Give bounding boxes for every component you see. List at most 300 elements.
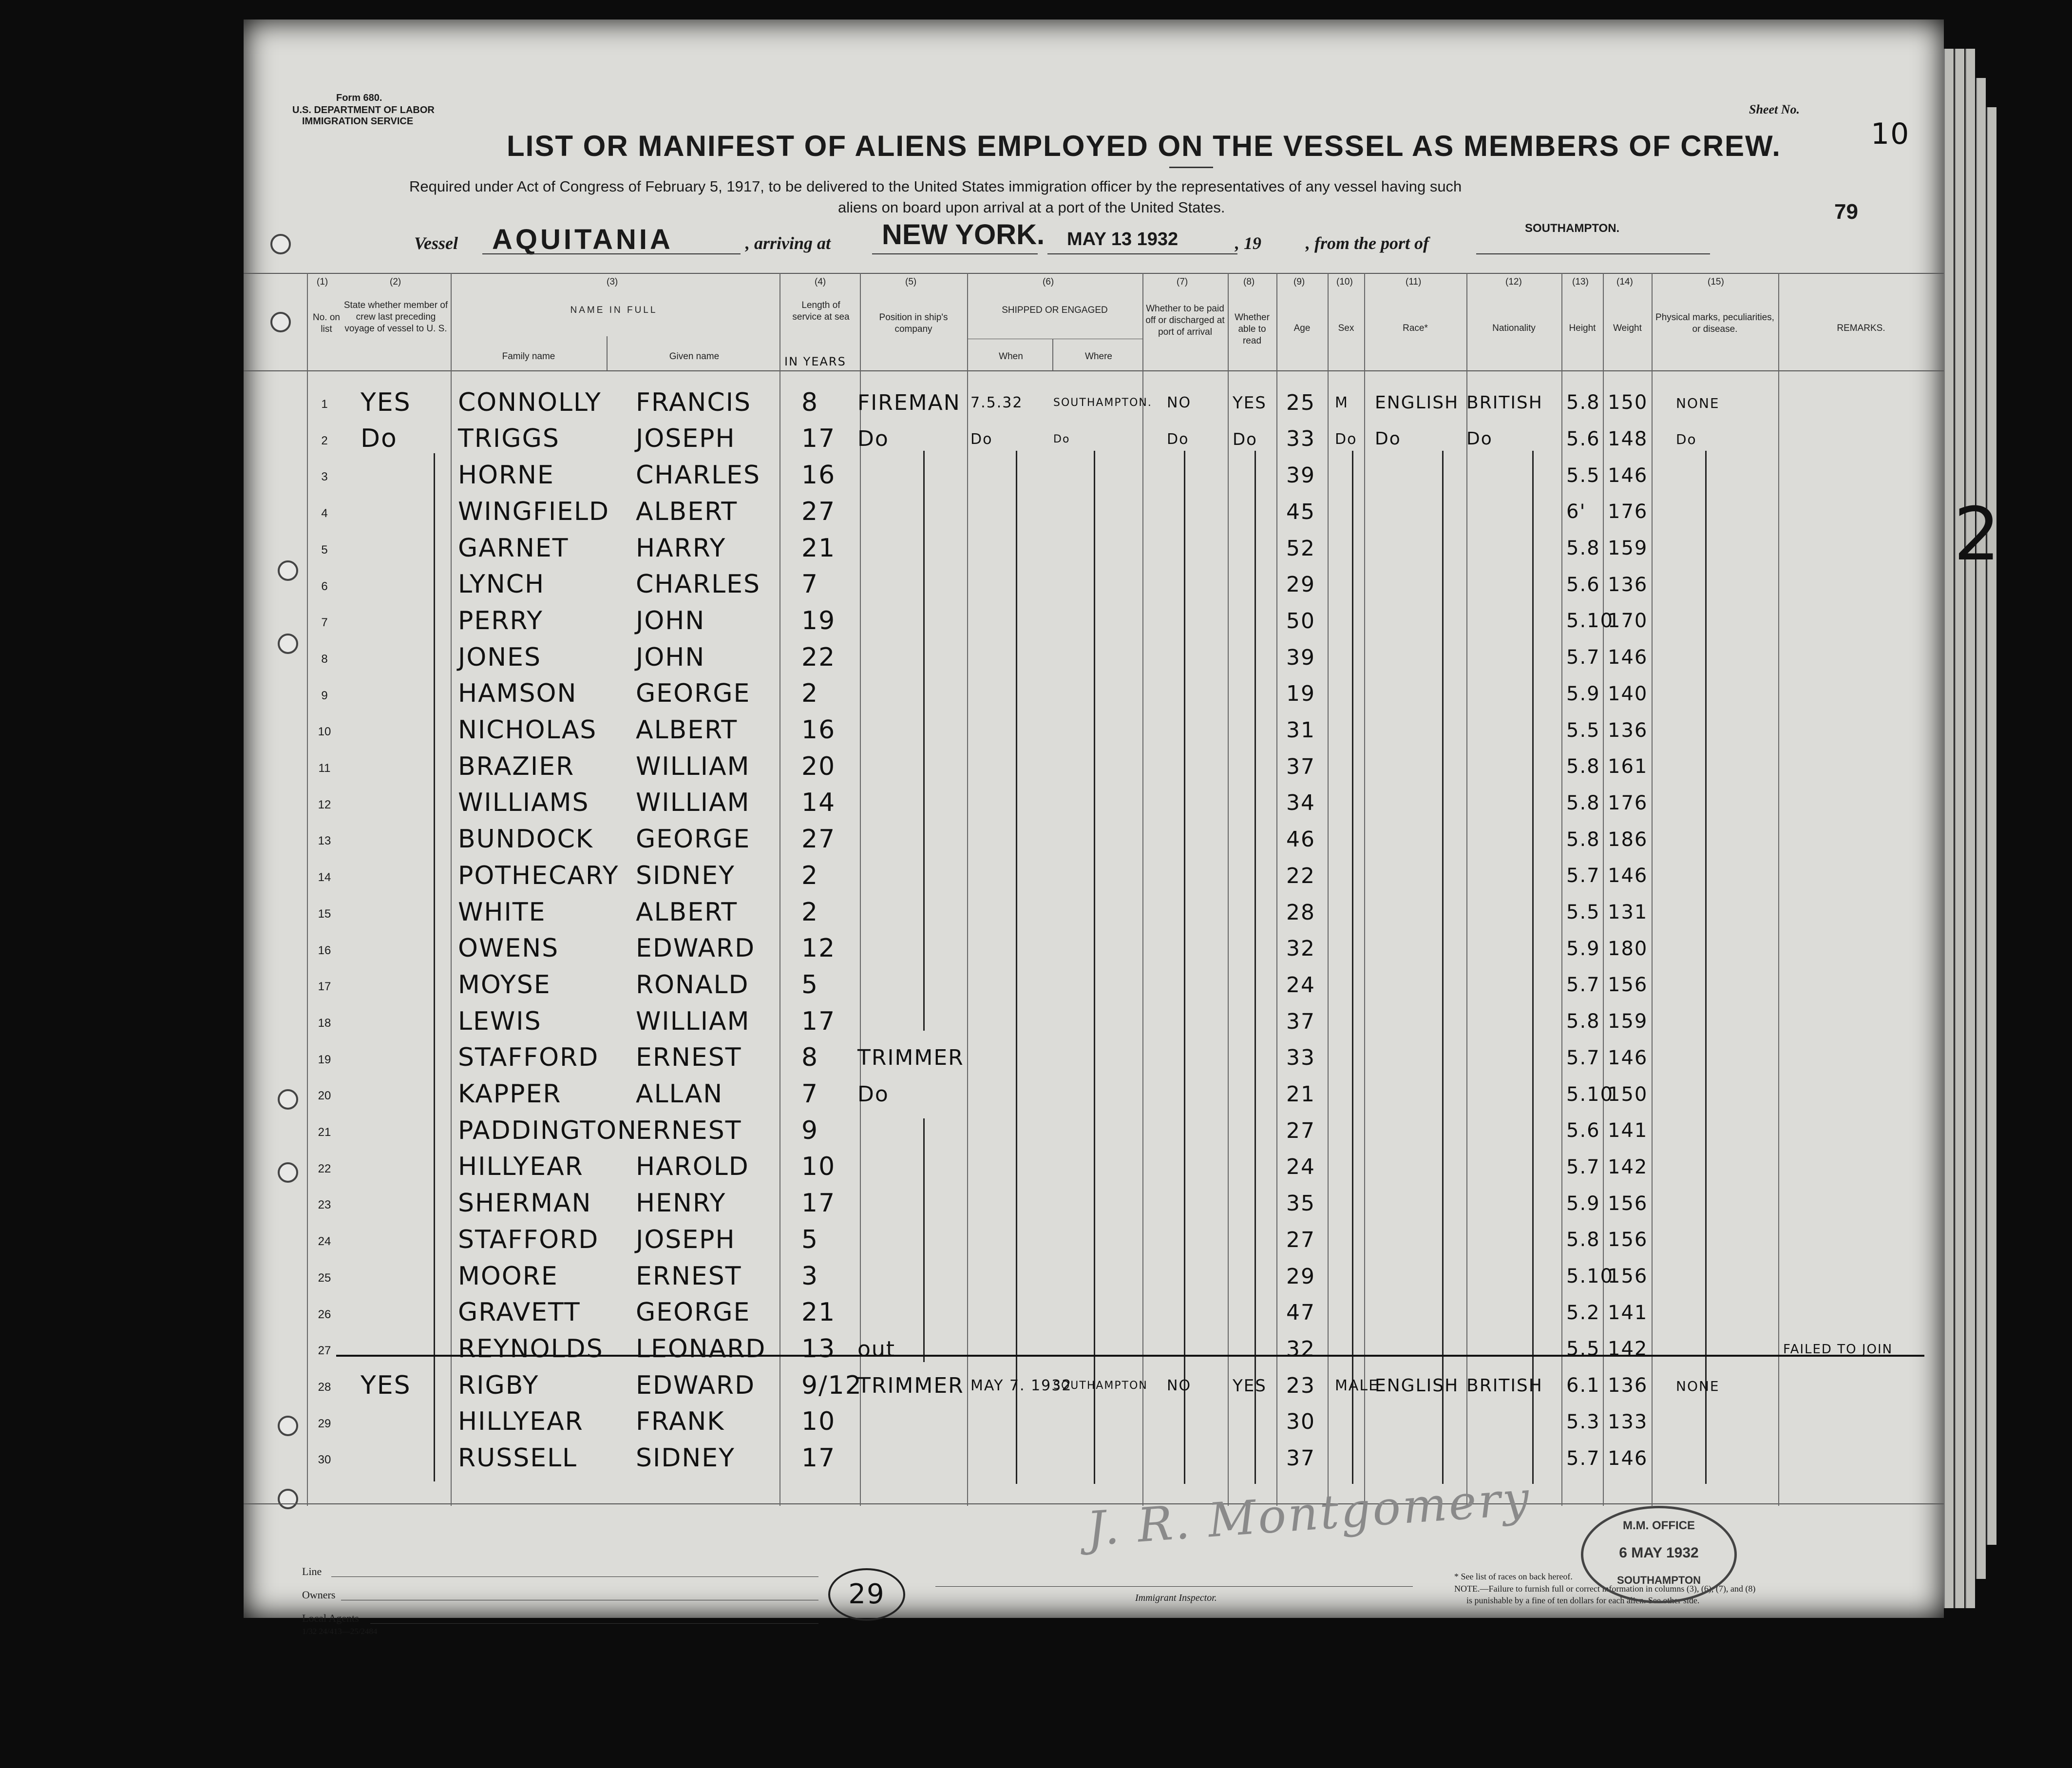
cell-paid-off: NO — [1167, 394, 1192, 412]
cell-height: 5.7 — [1566, 646, 1600, 669]
cell-sex: Do — [1335, 431, 1357, 448]
row-number: 23 — [318, 1198, 331, 1212]
cell-age: 37 — [1286, 1009, 1315, 1034]
note-penalty-1: NOTE.—Failure to furnish full or correct information in columns (3), (6), (7), and (8) — [1454, 1584, 1756, 1594]
cell-prev-voyage: YES — [361, 387, 411, 417]
cell-years-of-service: 5 — [801, 1225, 819, 1254]
office-stamp — [1581, 1506, 1737, 1603]
cell-given-name: ERNEST — [636, 1043, 742, 1073]
cell-height: 5.8 — [1566, 1229, 1600, 1251]
col-divider — [1652, 273, 1653, 1506]
header-physical-marks: Physical marks, peculiarities, or disease. — [1655, 312, 1774, 334]
cell-family-name: HORNE — [458, 461, 554, 490]
row-number: 21 — [318, 1126, 331, 1139]
department: U.S. DEPARTMENT OF LABOR — [292, 105, 435, 115]
cell-years-of-service: 5 — [801, 970, 819, 999]
cell-given-name: EDWARD — [636, 1370, 756, 1400]
col-divider — [779, 273, 780, 1506]
col-divider — [1228, 273, 1229, 1506]
col-number: (2) — [390, 277, 401, 287]
cell-height: 5.6 — [1566, 1119, 1600, 1142]
cell-height: 5.5 — [1566, 1338, 1600, 1361]
header-age: Age — [1293, 323, 1311, 333]
cell-family-name: WINGFIELD — [458, 497, 610, 526]
col-divider — [607, 336, 608, 370]
cell-height: 5.6 — [1566, 573, 1600, 596]
cell-family-name: SHERMAN — [458, 1189, 592, 1218]
cell-height: 5.7 — [1566, 1155, 1600, 1178]
cell-given-name: ALBERT — [636, 715, 738, 745]
col-number: (9) — [1293, 277, 1305, 287]
date-underline — [1047, 253, 1237, 254]
sheet-number: 10 — [1871, 117, 1910, 151]
cell-weight: 141 — [1608, 1301, 1648, 1324]
row-number: 29 — [318, 1417, 331, 1430]
col-divider — [1466, 273, 1467, 1506]
cell-given-name: ALLAN — [636, 1079, 723, 1109]
punch-hole — [270, 234, 291, 254]
cell-height: 5.8 — [1566, 755, 1600, 778]
cell-weight: 142 — [1608, 1338, 1648, 1361]
header-weight: Weight — [1613, 323, 1642, 333]
cell-age: 33 — [1286, 426, 1315, 452]
cell-age: 32 — [1286, 1336, 1315, 1362]
owners-label: Owners — [302, 1589, 336, 1601]
row-number: 19 — [318, 1053, 331, 1066]
cell-weight: 136 — [1608, 1374, 1648, 1397]
col-divider — [1142, 273, 1143, 1506]
cell-physical-marks: NONE — [1676, 1378, 1720, 1394]
cell-years-of-service: 17 — [801, 1443, 836, 1473]
row-number: 18 — [318, 1016, 331, 1030]
cell-age: 32 — [1286, 936, 1315, 961]
cell-position: Do — [857, 426, 889, 452]
cell-age: 30 — [1286, 1409, 1315, 1435]
cell-family-name: KAPPER — [458, 1079, 562, 1109]
cell-weight: 136 — [1608, 573, 1648, 596]
port-underline — [1476, 253, 1710, 254]
cell-given-name: JOHN — [636, 606, 705, 635]
cell-height: 5.8 — [1566, 1010, 1600, 1033]
cell-height: 5.9 — [1566, 1192, 1600, 1215]
cell-sex: MALE — [1335, 1377, 1379, 1395]
col-number: (6) — [1043, 277, 1054, 287]
ditto-line — [1184, 451, 1185, 1484]
cell-years-of-service: 7 — [801, 570, 819, 599]
row-number: 2 — [321, 434, 328, 447]
arrival-date: MAY 13 1932 — [1067, 229, 1179, 250]
cell-weight: 159 — [1608, 537, 1648, 559]
row-number: 22 — [318, 1162, 331, 1175]
cell-height: 6.1 — [1566, 1374, 1600, 1397]
cell-nationality: BRITISH — [1466, 1375, 1543, 1396]
cell-able-to-read: YES — [1233, 393, 1267, 413]
row-number: 30 — [318, 1453, 331, 1467]
col-number: (3) — [607, 277, 618, 287]
header-position: Position in ship's company — [879, 312, 948, 334]
cell-height: 5.5 — [1566, 719, 1600, 742]
cell-given-name: LEONARD — [636, 1334, 766, 1364]
cell-family-name: NICHOLAS — [458, 715, 597, 745]
punch-hole — [278, 1089, 298, 1110]
from-port-label: , from the port of — [1306, 233, 1429, 253]
cell-age: 25 — [1286, 390, 1315, 415]
cell-family-name: STAFFORD — [458, 1225, 599, 1254]
margin-mark: 2 — [1954, 492, 2001, 577]
subhead-family-name: Family name — [502, 351, 555, 362]
row-number: 14 — [318, 871, 331, 884]
cell-weight: 146 — [1608, 464, 1648, 487]
cell-race: ENGLISH — [1375, 392, 1459, 413]
cell-given-name: ALBERT — [636, 497, 738, 526]
cell-years-of-service: 2 — [801, 897, 819, 927]
row-number: 28 — [318, 1380, 331, 1394]
cell-years-of-service: 21 — [801, 533, 836, 563]
row-number: 27 — [318, 1344, 331, 1358]
ditto-line — [1352, 451, 1353, 1484]
cell-age: 27 — [1286, 1227, 1315, 1252]
cell-age: 23 — [1286, 1373, 1315, 1398]
cell-years-of-service: 20 — [801, 751, 836, 781]
cell-height: 5.9 — [1566, 682, 1600, 705]
ditto-line — [1442, 451, 1444, 1484]
cell-weight: 131 — [1608, 901, 1648, 923]
col-number: (11) — [1406, 277, 1422, 287]
cell-height: 5.3 — [1566, 1410, 1600, 1433]
subhead-in-years: IN YEARS — [784, 355, 846, 368]
cell-given-name: HARRY — [636, 533, 726, 563]
cell-position: Do — [857, 1082, 889, 1107]
agents-label: Local Agents — [302, 1612, 359, 1624]
cell-prev-voyage: Do — [361, 424, 398, 454]
cell-family-name: JONES — [458, 642, 542, 672]
page-edge — [1944, 49, 1954, 1608]
cell-years-of-service: 8 — [801, 1043, 819, 1073]
cell-age: 21 — [1286, 1082, 1315, 1107]
cell-nationality: Do — [1466, 429, 1493, 449]
cell-years-of-service: 17 — [801, 424, 836, 454]
cell-height: 5.10 — [1566, 1265, 1614, 1288]
subtitle-line-2: aliens on board upon arrival at a port of the United States. — [838, 199, 1225, 216]
cell-weight: 146 — [1608, 1447, 1648, 1470]
header-able-to-read: Whether able to read — [1235, 312, 1270, 346]
cell-remarks: FAILED TO JOIN — [1783, 1342, 1893, 1357]
vessel-underline — [482, 253, 741, 254]
cell-given-name: FRANK — [636, 1407, 725, 1437]
cell-years-of-service: 17 — [801, 1189, 836, 1218]
cell-weight: 141 — [1608, 1119, 1648, 1142]
cell-family-name: GARNET — [458, 533, 569, 563]
cell-given-name: ALBERT — [636, 897, 738, 927]
punch-hole — [278, 1416, 298, 1436]
cell-age: 47 — [1286, 1300, 1315, 1326]
cell-family-name: POTHECARY — [458, 861, 619, 890]
cell-age: 50 — [1286, 608, 1315, 634]
col-number: (13) — [1572, 277, 1589, 287]
subhead-where: Where — [1085, 351, 1112, 362]
header-name-in-full: NAME IN FULL — [570, 305, 658, 315]
col-divider — [1778, 273, 1779, 1506]
cell-family-name: REYNOLDS — [458, 1334, 604, 1364]
page-edge — [1987, 107, 1996, 1545]
punch-hole — [278, 560, 298, 581]
punch-hole — [270, 312, 291, 332]
cell-weight: 150 — [1608, 391, 1648, 414]
cell-height: 5.5 — [1566, 464, 1600, 487]
cell-height: 5.10 — [1566, 610, 1614, 633]
row-number: 9 — [321, 689, 328, 702]
subhead-when: When — [999, 351, 1023, 362]
cell-age: 37 — [1286, 1446, 1315, 1471]
col-number: (7) — [1177, 277, 1188, 287]
cell-paid-off: NO — [1167, 1377, 1192, 1395]
ditto-line — [1532, 451, 1534, 1484]
row-number: 1 — [321, 398, 328, 411]
header-no-on-list: No. on list — [313, 312, 340, 334]
cell-family-name: HILLYEAR — [458, 1152, 584, 1182]
cell-years-of-service: 13 — [801, 1334, 836, 1364]
vessel-label: Vessel — [414, 233, 458, 253]
col-divider — [967, 273, 968, 1506]
strike-through-line — [336, 1355, 1924, 1357]
cell-family-name: PERRY — [458, 606, 543, 635]
ditto-line — [1094, 451, 1095, 1484]
col-number: (5) — [905, 277, 917, 287]
cell-family-name: WILLIAMS — [458, 788, 589, 818]
cell-family-name: OWENS — [458, 934, 559, 963]
cell-given-name: JOHN — [636, 642, 705, 672]
cell-years-of-service: 8 — [801, 387, 819, 417]
cell-age: 27 — [1286, 1118, 1315, 1143]
cell-years-of-service: 2 — [801, 679, 819, 709]
cell-years-of-service: 21 — [801, 1298, 836, 1327]
cell-family-name: BUNDOCK — [458, 825, 594, 854]
cell-given-name: CHARLES — [636, 461, 760, 490]
cell-family-name: STAFFORD — [458, 1043, 599, 1073]
cell-age: 28 — [1286, 900, 1315, 925]
title-rule — [1169, 167, 1213, 168]
row-number: 25 — [318, 1271, 331, 1285]
cell-years-of-service: 27 — [801, 825, 836, 854]
cell-age: 46 — [1286, 827, 1315, 852]
cell-family-name: LEWIS — [458, 1006, 542, 1036]
col-number: (1) — [317, 277, 328, 287]
col-divider — [1561, 273, 1562, 1506]
row-number: 26 — [318, 1307, 331, 1321]
cell-age: 39 — [1286, 645, 1315, 670]
header-previous-voyage: State whether member of crew last preceding voyage of vessel to U. S. — [343, 300, 448, 334]
cell-race: Do — [1375, 429, 1401, 449]
header-length-of-service: Length of service at sea — [792, 300, 850, 322]
cell-shipped-where: SOUTHAMPTON — [1053, 1380, 1148, 1392]
cell-given-name: WILLIAM — [636, 1006, 750, 1036]
cell-family-name: MOORE — [458, 1261, 558, 1291]
punch-hole — [278, 634, 298, 654]
sheet-label: Sheet No. — [1749, 102, 1800, 116]
cell-family-name: TRIGGS — [458, 424, 560, 454]
header-paid-off: Whether to be paid off or discharged at port of arrival — [1145, 304, 1225, 337]
cell-years-of-service: 16 — [801, 461, 836, 490]
cell-height: 6' — [1566, 500, 1586, 523]
row-number: 10 — [318, 725, 331, 739]
arrival-port: NEW YORK. — [882, 219, 1045, 250]
cell-weight: 140 — [1608, 682, 1648, 705]
cell-age: 33 — [1286, 1045, 1315, 1071]
table-top-rule — [244, 273, 1944, 274]
col-divider — [1603, 273, 1604, 1506]
header-race: Race* — [1403, 323, 1428, 333]
col-divider — [1364, 273, 1365, 1506]
cell-years-of-service: 9 — [801, 1115, 819, 1145]
header-shipped-or-engaged: SHIPPED OR ENGAGED — [1002, 305, 1108, 315]
cell-family-name: BRAZIER — [458, 751, 575, 781]
cell-given-name: EDWARD — [636, 934, 756, 963]
cell-height: 5.7 — [1566, 1447, 1600, 1470]
cell-paid-off: Do — [1167, 431, 1189, 448]
page-mark: 79 — [1834, 200, 1858, 224]
subhead-given-name: Given name — [669, 351, 720, 362]
line-underline — [331, 1576, 818, 1577]
cell-weight: 159 — [1608, 1010, 1648, 1033]
cell-age: 24 — [1286, 972, 1315, 998]
cell-weight: 146 — [1608, 646, 1648, 669]
ditto-line — [1016, 451, 1017, 1484]
row-number: 16 — [318, 943, 331, 957]
cell-years-of-service: 16 — [801, 715, 836, 745]
row-number: 4 — [321, 507, 328, 520]
cell-race: ENGLISH — [1375, 1375, 1459, 1396]
cell-years-of-service: 12 — [801, 934, 836, 963]
arriving-label: , arriving at — [745, 233, 831, 253]
cell-shipped-where: SOUTHAMPTON. — [1053, 397, 1152, 409]
cell-weight: 133 — [1608, 1410, 1648, 1433]
print-code: 1/32 24/413—25/2484 — [302, 1627, 378, 1636]
cell-shipped-when: Do — [970, 431, 993, 448]
col-divider — [860, 273, 861, 1506]
cell-height: 5.7 — [1566, 865, 1600, 887]
cell-weight: 150 — [1608, 1083, 1648, 1106]
line-label: Line — [302, 1565, 322, 1577]
cell-weight: 148 — [1608, 427, 1648, 450]
cell-given-name: SIDNEY — [636, 1443, 735, 1473]
cell-given-name: GEORGE — [636, 1298, 751, 1327]
cell-able-to-read: YES — [1233, 1376, 1267, 1396]
row-number: 7 — [321, 616, 328, 630]
cell-position: TRIMMER — [857, 1045, 964, 1071]
cell-position: FIREMAN — [857, 390, 961, 415]
header-remarks: REMARKS. — [1837, 323, 1885, 333]
stamp-office: M.M. OFFICE — [1623, 1519, 1695, 1532]
cell-position: TRIMMER — [857, 1373, 964, 1398]
cell-given-name: WILLIAM — [636, 751, 750, 781]
cell-weight: 136 — [1608, 719, 1648, 742]
cell-age: 19 — [1286, 681, 1315, 707]
cell-height: 5.8 — [1566, 791, 1600, 814]
col-number: (10) — [1336, 277, 1353, 287]
cell-shipped-where: Do — [1053, 433, 1070, 446]
year-label: , 19 — [1235, 233, 1261, 253]
cell-weight: 156 — [1608, 1265, 1648, 1288]
cell-shipped-when: MAY 7. 1932 — [970, 1377, 1072, 1395]
cell-years-of-service: 10 — [801, 1152, 836, 1182]
form-number: Form 680. — [336, 93, 382, 103]
row-number: 8 — [321, 652, 328, 666]
cell-height: 5.8 — [1566, 828, 1600, 851]
col-number: (4) — [815, 277, 826, 287]
punch-hole — [278, 1162, 298, 1183]
row-number: 3 — [321, 470, 328, 484]
cell-years-of-service: 7 — [801, 1079, 819, 1109]
cell-height: 5.7 — [1566, 1046, 1600, 1069]
cell-years-of-service: 14 — [801, 788, 836, 818]
cell-family-name: PADDINGTON — [458, 1115, 637, 1145]
ditto-line — [1255, 451, 1256, 1484]
note-races: * See list of races on back hereof. — [1454, 1572, 1573, 1581]
ditto-line — [923, 1118, 925, 1362]
col-divider — [307, 273, 308, 1506]
cell-physical-marks: NONE — [1676, 395, 1720, 411]
circled-page-number: 29 — [828, 1568, 905, 1621]
cell-given-name: ERNEST — [636, 1115, 742, 1145]
cell-years-of-service: 3 — [801, 1261, 819, 1291]
cell-height: 5.7 — [1566, 974, 1600, 997]
inspector-label: Immigrant Inspector. — [1135, 1593, 1217, 1603]
cell-given-name: JOSEPH — [636, 424, 736, 454]
cell-weight: 156 — [1608, 1192, 1648, 1215]
cell-weight: 142 — [1608, 1155, 1648, 1178]
cell-family-name: MOYSE — [458, 970, 551, 999]
cell-years-of-service: 17 — [801, 1006, 836, 1036]
cell-weight: 186 — [1608, 828, 1648, 851]
cell-height: 5.5 — [1566, 901, 1600, 923]
row-number: 11 — [318, 762, 331, 775]
cell-weight: 146 — [1608, 1046, 1648, 1069]
cell-given-name: JOSEPH — [636, 1225, 736, 1254]
row-number: 12 — [318, 798, 331, 811]
cell-nationality: BRITISH — [1466, 392, 1543, 413]
cell-height: 5.6 — [1566, 427, 1600, 450]
punch-hole — [278, 1489, 298, 1509]
cell-weight: 176 — [1608, 791, 1648, 814]
cell-given-name: GEORGE — [636, 825, 751, 854]
ditto-line — [1705, 451, 1707, 1484]
cell-given-name: GEORGE — [636, 679, 751, 709]
cell-age: 37 — [1286, 754, 1315, 779]
stamp-port: SOUTHAMPTON — [1617, 1574, 1701, 1586]
cell-physical-marks: Do — [1676, 431, 1697, 448]
cell-age: 24 — [1286, 1154, 1315, 1180]
cell-shipped-when: 7.5.32 — [970, 394, 1023, 412]
row-number: 17 — [318, 980, 331, 994]
cell-weight: 156 — [1608, 974, 1648, 997]
cell-years-of-service: 10 — [801, 1407, 836, 1437]
col-divider — [1276, 273, 1277, 1506]
page-edge — [1965, 49, 1975, 1608]
cell-years-of-service: 27 — [801, 497, 836, 526]
header-nationality: Nationality — [1492, 323, 1536, 333]
cell-family-name: LYNCH — [458, 570, 545, 599]
departure-port: SOUTHAMPTON. — [1525, 222, 1620, 235]
row-number: 15 — [318, 907, 331, 921]
subtitle-line-1: Required under Act of Congress of February 5, 1917, to be delivered to the United States immigration officer by the representatives of any vessel having such — [409, 178, 1462, 195]
col-divider — [1052, 339, 1053, 370]
vessel-name: AQUITANIA — [492, 224, 673, 255]
cell-family-name: RIGBY — [458, 1370, 539, 1400]
agents-underline — [370, 1623, 818, 1624]
cell-sex: M — [1335, 394, 1349, 412]
page-title: LIST OR MANIFEST OF ALIENS EMPLOYED ON THE VESSEL AS MEMBERS OF CREW. — [507, 130, 1781, 162]
col-number: (14) — [1616, 277, 1633, 287]
